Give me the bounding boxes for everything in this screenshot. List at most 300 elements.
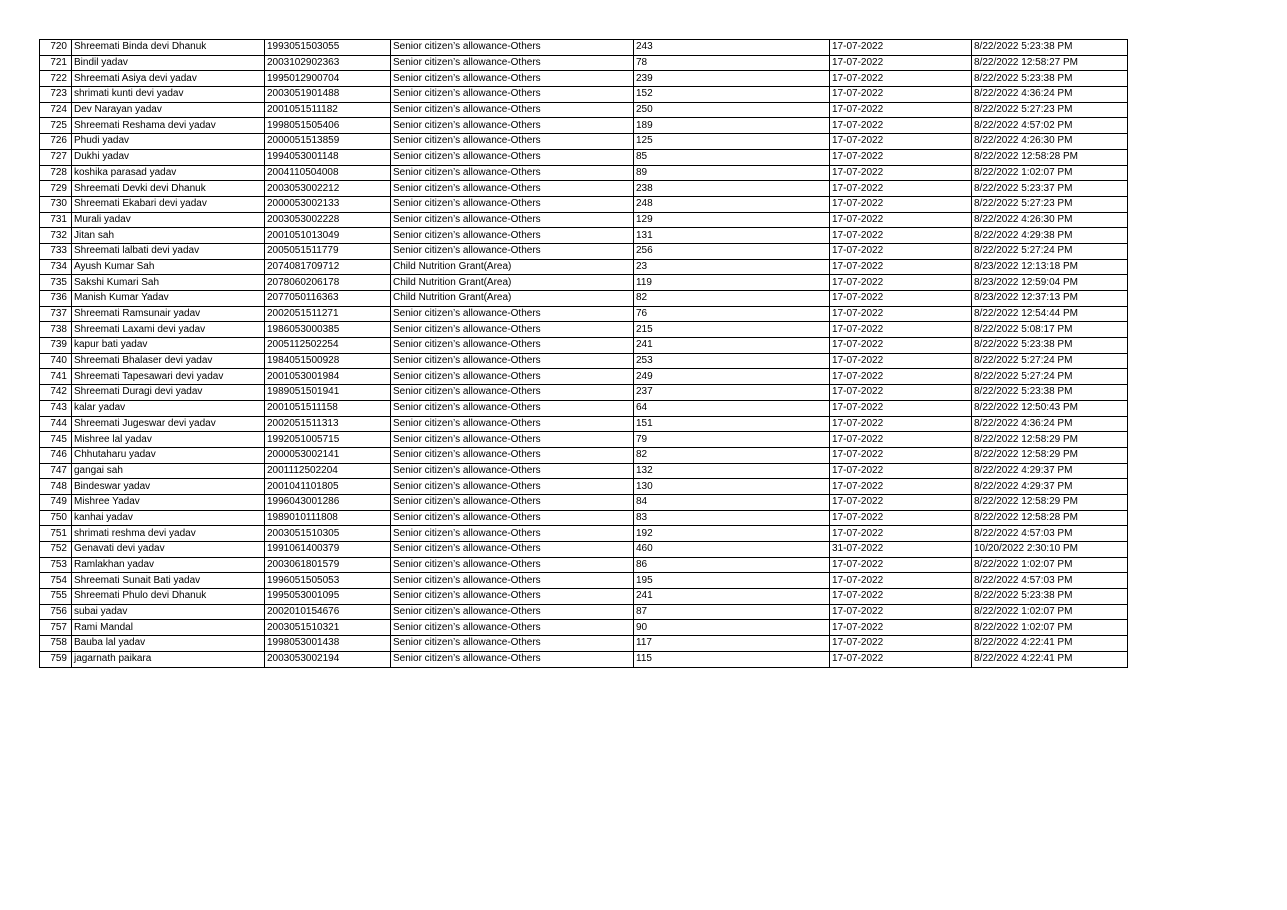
date-cell: 17-07-2022 bbox=[830, 526, 972, 542]
amount-cell: 250 bbox=[634, 102, 830, 118]
scheme-cell: Senior citizen’s allowance-Others bbox=[391, 542, 634, 558]
name-cell: shrimati reshma devi yadav bbox=[72, 526, 265, 542]
row-number-cell: 748 bbox=[40, 479, 72, 495]
id-number-cell: 2005051511779 bbox=[265, 243, 391, 259]
date-cell: 17-07-2022 bbox=[830, 573, 972, 589]
table-row bbox=[40, 102, 1128, 118]
amount-cell: 130 bbox=[634, 479, 830, 495]
name-cell: Shreemati Reshama devi yadav bbox=[72, 118, 265, 134]
table-row bbox=[40, 87, 1128, 103]
row-number-cell: 726 bbox=[40, 134, 72, 150]
amount-cell: 82 bbox=[634, 291, 830, 307]
row-number-cell: 722 bbox=[40, 71, 72, 87]
amount-cell: 76 bbox=[634, 306, 830, 322]
id-number-cell: 2004110504008 bbox=[265, 165, 391, 181]
scheme-cell: Senior citizen’s allowance-Others bbox=[391, 181, 634, 197]
table-row bbox=[40, 589, 1128, 605]
row-number-cell: 756 bbox=[40, 604, 72, 620]
id-number-cell: 2001051013049 bbox=[265, 228, 391, 244]
date-cell: 17-07-2022 bbox=[830, 463, 972, 479]
date-cell: 17-07-2022 bbox=[830, 291, 972, 307]
timestamp-cell: 8/22/2022 5:23:38 PM bbox=[972, 71, 1128, 87]
name-cell: Shreemati Bhalaser devi yadav bbox=[72, 353, 265, 369]
amount-cell: 238 bbox=[634, 181, 830, 197]
date-cell: 17-07-2022 bbox=[830, 447, 972, 463]
amount-cell: 115 bbox=[634, 651, 830, 667]
table-row bbox=[40, 447, 1128, 463]
row-number-cell: 759 bbox=[40, 651, 72, 667]
amount-cell: 84 bbox=[634, 494, 830, 510]
name-cell: Shreemati lalbati devi yadav bbox=[72, 243, 265, 259]
scheme-cell: Senior citizen’s allowance-Others bbox=[391, 416, 634, 432]
table-row bbox=[40, 620, 1128, 636]
scheme-cell: Senior citizen’s allowance-Others bbox=[391, 134, 634, 150]
timestamp-cell: 8/22/2022 4:26:30 PM bbox=[972, 134, 1128, 150]
scheme-cell: Child Nutrition Grant(Area) bbox=[391, 275, 634, 291]
date-cell: 17-07-2022 bbox=[830, 181, 972, 197]
id-number-cell: 2003053002212 bbox=[265, 181, 391, 197]
name-cell: subai yadav bbox=[72, 604, 265, 620]
timestamp-cell: 8/22/2022 4:57:03 PM bbox=[972, 526, 1128, 542]
table-row bbox=[40, 651, 1128, 667]
name-cell: Bindeswar yadav bbox=[72, 479, 265, 495]
table-row bbox=[40, 542, 1128, 558]
scheme-cell: Senior citizen’s allowance-Others bbox=[391, 369, 634, 385]
id-number-cell: 1991061400379 bbox=[265, 542, 391, 558]
amount-cell: 82 bbox=[634, 447, 830, 463]
amount-cell: 87 bbox=[634, 604, 830, 620]
scheme-cell: Senior citizen’s allowance-Others bbox=[391, 212, 634, 228]
table-row bbox=[40, 432, 1128, 448]
amount-cell: 119 bbox=[634, 275, 830, 291]
row-number-cell: 755 bbox=[40, 589, 72, 605]
table-row bbox=[40, 510, 1128, 526]
table-row bbox=[40, 322, 1128, 338]
date-cell: 17-07-2022 bbox=[830, 620, 972, 636]
date-cell: 17-07-2022 bbox=[830, 510, 972, 526]
date-cell: 17-07-2022 bbox=[830, 228, 972, 244]
row-number-cell: 739 bbox=[40, 338, 72, 354]
timestamp-cell: 8/22/2022 1:02:07 PM bbox=[972, 604, 1128, 620]
timestamp-cell: 8/22/2022 12:50:43 PM bbox=[972, 400, 1128, 416]
amount-cell: 239 bbox=[634, 71, 830, 87]
table-row bbox=[40, 71, 1128, 87]
amount-cell: 241 bbox=[634, 338, 830, 354]
id-number-cell: 2003053002194 bbox=[265, 651, 391, 667]
scheme-cell: Senior citizen’s allowance-Others bbox=[391, 118, 634, 134]
scheme-cell: Senior citizen’s allowance-Others bbox=[391, 589, 634, 605]
row-number-cell: 754 bbox=[40, 573, 72, 589]
amount-cell: 151 bbox=[634, 416, 830, 432]
table-row bbox=[40, 463, 1128, 479]
id-number-cell: 1998051505406 bbox=[265, 118, 391, 134]
scheme-cell: Senior citizen’s allowance-Others bbox=[391, 338, 634, 354]
timestamp-cell: 8/22/2022 5:23:38 PM bbox=[972, 589, 1128, 605]
amount-cell: 131 bbox=[634, 228, 830, 244]
date-cell: 17-07-2022 bbox=[830, 494, 972, 510]
amount-cell: 78 bbox=[634, 55, 830, 71]
timestamp-cell: 8/22/2022 1:02:07 PM bbox=[972, 165, 1128, 181]
date-cell: 17-07-2022 bbox=[830, 416, 972, 432]
name-cell: Mishree Yadav bbox=[72, 494, 265, 510]
amount-cell: 460 bbox=[634, 542, 830, 558]
timestamp-cell: 8/22/2022 5:23:38 PM bbox=[972, 338, 1128, 354]
id-number-cell: 2003051510321 bbox=[265, 620, 391, 636]
amount-cell: 117 bbox=[634, 636, 830, 652]
scheme-cell: Senior citizen’s allowance-Others bbox=[391, 87, 634, 103]
amount-cell: 152 bbox=[634, 87, 830, 103]
id-number-cell: 2001053001984 bbox=[265, 369, 391, 385]
id-number-cell: 1996043001286 bbox=[265, 494, 391, 510]
scheme-cell: Senior citizen’s allowance-Others bbox=[391, 432, 634, 448]
date-cell: 17-07-2022 bbox=[830, 338, 972, 354]
id-number-cell: 1989051501941 bbox=[265, 385, 391, 401]
date-cell: 17-07-2022 bbox=[830, 322, 972, 338]
date-cell: 17-07-2022 bbox=[830, 400, 972, 416]
timestamp-cell: 8/22/2022 12:58:28 PM bbox=[972, 149, 1128, 165]
amount-cell: 253 bbox=[634, 353, 830, 369]
row-number-cell: 738 bbox=[40, 322, 72, 338]
table-row bbox=[40, 55, 1128, 71]
amount-cell: 79 bbox=[634, 432, 830, 448]
scheme-cell: Senior citizen’s allowance-Others bbox=[391, 494, 634, 510]
name-cell: Shreemati Phulo devi Dhanuk bbox=[72, 589, 265, 605]
row-number-cell: 736 bbox=[40, 291, 72, 307]
name-cell: koshika parasad yadav bbox=[72, 165, 265, 181]
amount-cell: 85 bbox=[634, 149, 830, 165]
date-cell: 17-07-2022 bbox=[830, 149, 972, 165]
name-cell: Genavati devi yadav bbox=[72, 542, 265, 558]
timestamp-cell: 8/22/2022 5:27:23 PM bbox=[972, 196, 1128, 212]
amount-cell: 86 bbox=[634, 557, 830, 573]
name-cell: shrimati kunti devi yadav bbox=[72, 87, 265, 103]
id-number-cell: 1995012900704 bbox=[265, 71, 391, 87]
scheme-cell: Senior citizen’s allowance-Others bbox=[391, 228, 634, 244]
id-number-cell: 2000051513859 bbox=[265, 134, 391, 150]
timestamp-cell: 8/22/2022 12:58:29 PM bbox=[972, 432, 1128, 448]
name-cell: Shreemati Asiya devi yadav bbox=[72, 71, 265, 87]
scheme-cell: Senior citizen’s allowance-Others bbox=[391, 243, 634, 259]
row-number-cell: 743 bbox=[40, 400, 72, 416]
scheme-cell: Senior citizen’s allowance-Others bbox=[391, 573, 634, 589]
row-number-cell: 750 bbox=[40, 510, 72, 526]
date-cell: 17-07-2022 bbox=[830, 557, 972, 573]
amount-cell: 90 bbox=[634, 620, 830, 636]
row-number-cell: 758 bbox=[40, 636, 72, 652]
id-number-cell: 1996051505053 bbox=[265, 573, 391, 589]
table-row bbox=[40, 306, 1128, 322]
name-cell: Dev Narayan yadav bbox=[72, 102, 265, 118]
name-cell: Sakshi Kumari Sah bbox=[72, 275, 265, 291]
amount-cell: 83 bbox=[634, 510, 830, 526]
name-cell: kapur bati yadav bbox=[72, 338, 265, 354]
scheme-cell: Senior citizen’s allowance-Others bbox=[391, 526, 634, 542]
id-number-cell: 2002010154676 bbox=[265, 604, 391, 620]
table-row bbox=[40, 134, 1128, 150]
table-row bbox=[40, 149, 1128, 165]
id-number-cell: 2074081709712 bbox=[265, 259, 391, 275]
row-number-cell: 746 bbox=[40, 447, 72, 463]
date-cell: 17-07-2022 bbox=[830, 275, 972, 291]
table-row bbox=[40, 243, 1128, 259]
id-number-cell: 2001112502204 bbox=[265, 463, 391, 479]
timestamp-cell: 8/23/2022 12:13:18 PM bbox=[972, 259, 1128, 275]
name-cell: Shreemati Sunait Bati yadav bbox=[72, 573, 265, 589]
table-row bbox=[40, 557, 1128, 573]
row-number-cell: 724 bbox=[40, 102, 72, 118]
id-number-cell: 2003051901488 bbox=[265, 87, 391, 103]
timestamp-cell: 8/22/2022 5:23:38 PM bbox=[972, 40, 1128, 56]
scheme-cell: Senior citizen’s allowance-Others bbox=[391, 196, 634, 212]
name-cell: Chhutaharu yadav bbox=[72, 447, 265, 463]
scheme-cell: Senior citizen’s allowance-Others bbox=[391, 149, 634, 165]
name-cell: Dukhi yadav bbox=[72, 149, 265, 165]
scheme-cell: Senior citizen’s allowance-Others bbox=[391, 604, 634, 620]
row-number-cell: 757 bbox=[40, 620, 72, 636]
timestamp-cell: 8/23/2022 12:37:13 PM bbox=[972, 291, 1128, 307]
name-cell: kalar yadav bbox=[72, 400, 265, 416]
name-cell: gangai sah bbox=[72, 463, 265, 479]
table-row bbox=[40, 573, 1128, 589]
table-row bbox=[40, 259, 1128, 275]
table-row bbox=[40, 196, 1128, 212]
row-number-cell: 721 bbox=[40, 55, 72, 71]
scheme-cell: Senior citizen’s allowance-Others bbox=[391, 306, 634, 322]
scheme-cell: Senior citizen’s allowance-Others bbox=[391, 400, 634, 416]
row-number-cell: 752 bbox=[40, 542, 72, 558]
name-cell: Ayush Kumar Sah bbox=[72, 259, 265, 275]
timestamp-cell: 8/22/2022 4:36:24 PM bbox=[972, 87, 1128, 103]
id-number-cell: 1998053001438 bbox=[265, 636, 391, 652]
date-cell: 17-07-2022 bbox=[830, 71, 972, 87]
id-number-cell: 2003102902363 bbox=[265, 55, 391, 71]
id-number-cell: 2003051510305 bbox=[265, 526, 391, 542]
amount-cell: 89 bbox=[634, 165, 830, 181]
date-cell: 17-07-2022 bbox=[830, 196, 972, 212]
name-cell: Phudi yadav bbox=[72, 134, 265, 150]
timestamp-cell: 8/22/2022 5:27:24 PM bbox=[972, 369, 1128, 385]
table-row bbox=[40, 385, 1128, 401]
table-row bbox=[40, 291, 1128, 307]
scheme-cell: Child Nutrition Grant(Area) bbox=[391, 259, 634, 275]
name-cell: Shreemati Jugeswar devi yadav bbox=[72, 416, 265, 432]
id-number-cell: 1995053001095 bbox=[265, 589, 391, 605]
row-number-cell: 747 bbox=[40, 463, 72, 479]
table-row bbox=[40, 165, 1128, 181]
amount-cell: 256 bbox=[634, 243, 830, 259]
scheme-cell: Senior citizen’s allowance-Others bbox=[391, 510, 634, 526]
name-cell: Shreemati Laxami devi yadav bbox=[72, 322, 265, 338]
id-number-cell: 2077050116363 bbox=[265, 291, 391, 307]
row-number-cell: 741 bbox=[40, 369, 72, 385]
table-row bbox=[40, 416, 1128, 432]
row-number-cell: 744 bbox=[40, 416, 72, 432]
amount-cell: 125 bbox=[634, 134, 830, 150]
id-number-cell: 1993051503055 bbox=[265, 40, 391, 56]
table-row bbox=[40, 212, 1128, 228]
timestamp-cell: 8/22/2022 5:27:24 PM bbox=[972, 353, 1128, 369]
amount-cell: 195 bbox=[634, 573, 830, 589]
row-number-cell: 751 bbox=[40, 526, 72, 542]
scheme-cell: Senior citizen’s allowance-Others bbox=[391, 447, 634, 463]
name-cell: Manish Kumar Yadav bbox=[72, 291, 265, 307]
scheme-cell: Child Nutrition Grant(Area) bbox=[391, 291, 634, 307]
table-row bbox=[40, 494, 1128, 510]
amount-cell: 23 bbox=[634, 259, 830, 275]
timestamp-cell: 8/23/2022 12:59:04 PM bbox=[972, 275, 1128, 291]
date-cell: 17-07-2022 bbox=[830, 589, 972, 605]
table-row bbox=[40, 526, 1128, 542]
timestamp-cell: 8/22/2022 4:57:03 PM bbox=[972, 573, 1128, 589]
name-cell: Shreemati Devki devi Dhanuk bbox=[72, 181, 265, 197]
scheme-cell: Senior citizen’s allowance-Others bbox=[391, 322, 634, 338]
amount-cell: 189 bbox=[634, 118, 830, 134]
id-number-cell: 2003061801579 bbox=[265, 557, 391, 573]
row-number-cell: 745 bbox=[40, 432, 72, 448]
id-number-cell: 1989010111808 bbox=[265, 510, 391, 526]
date-cell: 17-07-2022 bbox=[830, 165, 972, 181]
id-number-cell: 2002051511271 bbox=[265, 306, 391, 322]
row-number-cell: 753 bbox=[40, 557, 72, 573]
id-number-cell: 2078060206178 bbox=[265, 275, 391, 291]
date-cell: 17-07-2022 bbox=[830, 102, 972, 118]
timestamp-cell: 8/22/2022 5:23:37 PM bbox=[972, 181, 1128, 197]
timestamp-cell: 8/22/2022 4:36:24 PM bbox=[972, 416, 1128, 432]
row-number-cell: 740 bbox=[40, 353, 72, 369]
amount-cell: 241 bbox=[634, 589, 830, 605]
name-cell: Jitan sah bbox=[72, 228, 265, 244]
date-cell: 17-07-2022 bbox=[830, 212, 972, 228]
date-cell: 17-07-2022 bbox=[830, 87, 972, 103]
scheme-cell: Senior citizen’s allowance-Others bbox=[391, 651, 634, 667]
name-cell: Shreemati Binda devi Dhanuk bbox=[72, 40, 265, 56]
timestamp-cell: 8/22/2022 12:54:44 PM bbox=[972, 306, 1128, 322]
scheme-cell: Senior citizen’s allowance-Others bbox=[391, 353, 634, 369]
id-number-cell: 1986053000385 bbox=[265, 322, 391, 338]
name-cell: Bindil yadav bbox=[72, 55, 265, 71]
id-number-cell: 2002051511313 bbox=[265, 416, 391, 432]
timestamp-cell: 8/22/2022 4:22:41 PM bbox=[972, 651, 1128, 667]
row-number-cell: 749 bbox=[40, 494, 72, 510]
table-row bbox=[40, 479, 1128, 495]
date-cell: 17-07-2022 bbox=[830, 306, 972, 322]
timestamp-cell: 10/20/2022 2:30:10 PM bbox=[972, 542, 1128, 558]
table-row bbox=[40, 40, 1128, 56]
row-number-cell: 737 bbox=[40, 306, 72, 322]
date-cell: 17-07-2022 bbox=[830, 243, 972, 259]
row-number-cell: 734 bbox=[40, 259, 72, 275]
table-row bbox=[40, 400, 1128, 416]
scheme-cell: Senior citizen’s allowance-Others bbox=[391, 479, 634, 495]
scheme-cell: Senior citizen’s allowance-Others bbox=[391, 557, 634, 573]
amount-cell: 129 bbox=[634, 212, 830, 228]
timestamp-cell: 8/22/2022 12:58:29 PM bbox=[972, 494, 1128, 510]
amount-cell: 249 bbox=[634, 369, 830, 385]
name-cell: Shreemati Ramsunair yadav bbox=[72, 306, 265, 322]
scheme-cell: Senior citizen’s allowance-Others bbox=[391, 71, 634, 87]
date-cell: 17-07-2022 bbox=[830, 353, 972, 369]
timestamp-cell: 8/22/2022 12:58:27 PM bbox=[972, 55, 1128, 71]
date-cell: 17-07-2022 bbox=[830, 55, 972, 71]
amount-cell: 237 bbox=[634, 385, 830, 401]
row-number-cell: 732 bbox=[40, 228, 72, 244]
date-cell: 17-07-2022 bbox=[830, 369, 972, 385]
row-number-cell: 731 bbox=[40, 212, 72, 228]
timestamp-cell: 8/22/2022 4:57:02 PM bbox=[972, 118, 1128, 134]
id-number-cell: 2005112502254 bbox=[265, 338, 391, 354]
table-row bbox=[40, 228, 1128, 244]
name-cell: Shreemati Ekabari devi yadav bbox=[72, 196, 265, 212]
id-number-cell: 1984051500928 bbox=[265, 353, 391, 369]
timestamp-cell: 8/22/2022 4:29:37 PM bbox=[972, 463, 1128, 479]
name-cell: kanhai yadav bbox=[72, 510, 265, 526]
scheme-cell: Senior citizen’s allowance-Others bbox=[391, 55, 634, 71]
amount-cell: 243 bbox=[634, 40, 830, 56]
row-number-cell: 725 bbox=[40, 118, 72, 134]
date-cell: 17-07-2022 bbox=[830, 259, 972, 275]
table-row bbox=[40, 181, 1128, 197]
timestamp-cell: 8/22/2022 5:27:24 PM bbox=[972, 243, 1128, 259]
scheme-cell: Senior citizen’s allowance-Others bbox=[391, 385, 634, 401]
row-number-cell: 730 bbox=[40, 196, 72, 212]
name-cell: Mishree lal yadav bbox=[72, 432, 265, 448]
id-number-cell: 2000053002133 bbox=[265, 196, 391, 212]
row-number-cell: 720 bbox=[40, 40, 72, 56]
beneficiary-table bbox=[39, 39, 1128, 668]
timestamp-cell: 8/22/2022 1:02:07 PM bbox=[972, 620, 1128, 636]
name-cell: jagarnath paikara bbox=[72, 651, 265, 667]
name-cell: Bauba lal yadav bbox=[72, 636, 265, 652]
timestamp-cell: 8/22/2022 4:29:38 PM bbox=[972, 228, 1128, 244]
date-cell: 17-07-2022 bbox=[830, 118, 972, 134]
date-cell: 31-07-2022 bbox=[830, 542, 972, 558]
id-number-cell: 2001051511158 bbox=[265, 400, 391, 416]
scheme-cell: Senior citizen’s allowance-Others bbox=[391, 620, 634, 636]
table-row bbox=[40, 604, 1128, 620]
name-cell: Rami Mandal bbox=[72, 620, 265, 636]
id-number-cell: 1994053001148 bbox=[265, 149, 391, 165]
timestamp-cell: 8/22/2022 5:27:23 PM bbox=[972, 102, 1128, 118]
timestamp-cell: 8/22/2022 4:22:41 PM bbox=[972, 636, 1128, 652]
amount-cell: 132 bbox=[634, 463, 830, 479]
date-cell: 17-07-2022 bbox=[830, 385, 972, 401]
date-cell: 17-07-2022 bbox=[830, 479, 972, 495]
timestamp-cell: 8/22/2022 4:29:37 PM bbox=[972, 479, 1128, 495]
timestamp-cell: 8/22/2022 5:23:38 PM bbox=[972, 385, 1128, 401]
row-number-cell: 733 bbox=[40, 243, 72, 259]
row-number-cell: 723 bbox=[40, 87, 72, 103]
table-row bbox=[40, 338, 1128, 354]
timestamp-cell: 8/22/2022 1:02:07 PM bbox=[972, 557, 1128, 573]
table-body bbox=[40, 40, 1128, 668]
amount-cell: 215 bbox=[634, 322, 830, 338]
name-cell: Shreemati Tapesawari devi yadav bbox=[72, 369, 265, 385]
date-cell: 17-07-2022 bbox=[830, 134, 972, 150]
row-number-cell: 729 bbox=[40, 181, 72, 197]
name-cell: Ramlakhan yadav bbox=[72, 557, 265, 573]
name-cell: Shreemati Duragi devi yadav bbox=[72, 385, 265, 401]
table-row bbox=[40, 275, 1128, 291]
id-number-cell: 2001041101805 bbox=[265, 479, 391, 495]
row-number-cell: 742 bbox=[40, 385, 72, 401]
row-number-cell: 727 bbox=[40, 149, 72, 165]
id-number-cell: 2001051511182 bbox=[265, 102, 391, 118]
id-number-cell: 2003053002228 bbox=[265, 212, 391, 228]
timestamp-cell: 8/22/2022 12:58:29 PM bbox=[972, 447, 1128, 463]
date-cell: 17-07-2022 bbox=[830, 604, 972, 620]
date-cell: 17-07-2022 bbox=[830, 651, 972, 667]
amount-cell: 64 bbox=[634, 400, 830, 416]
